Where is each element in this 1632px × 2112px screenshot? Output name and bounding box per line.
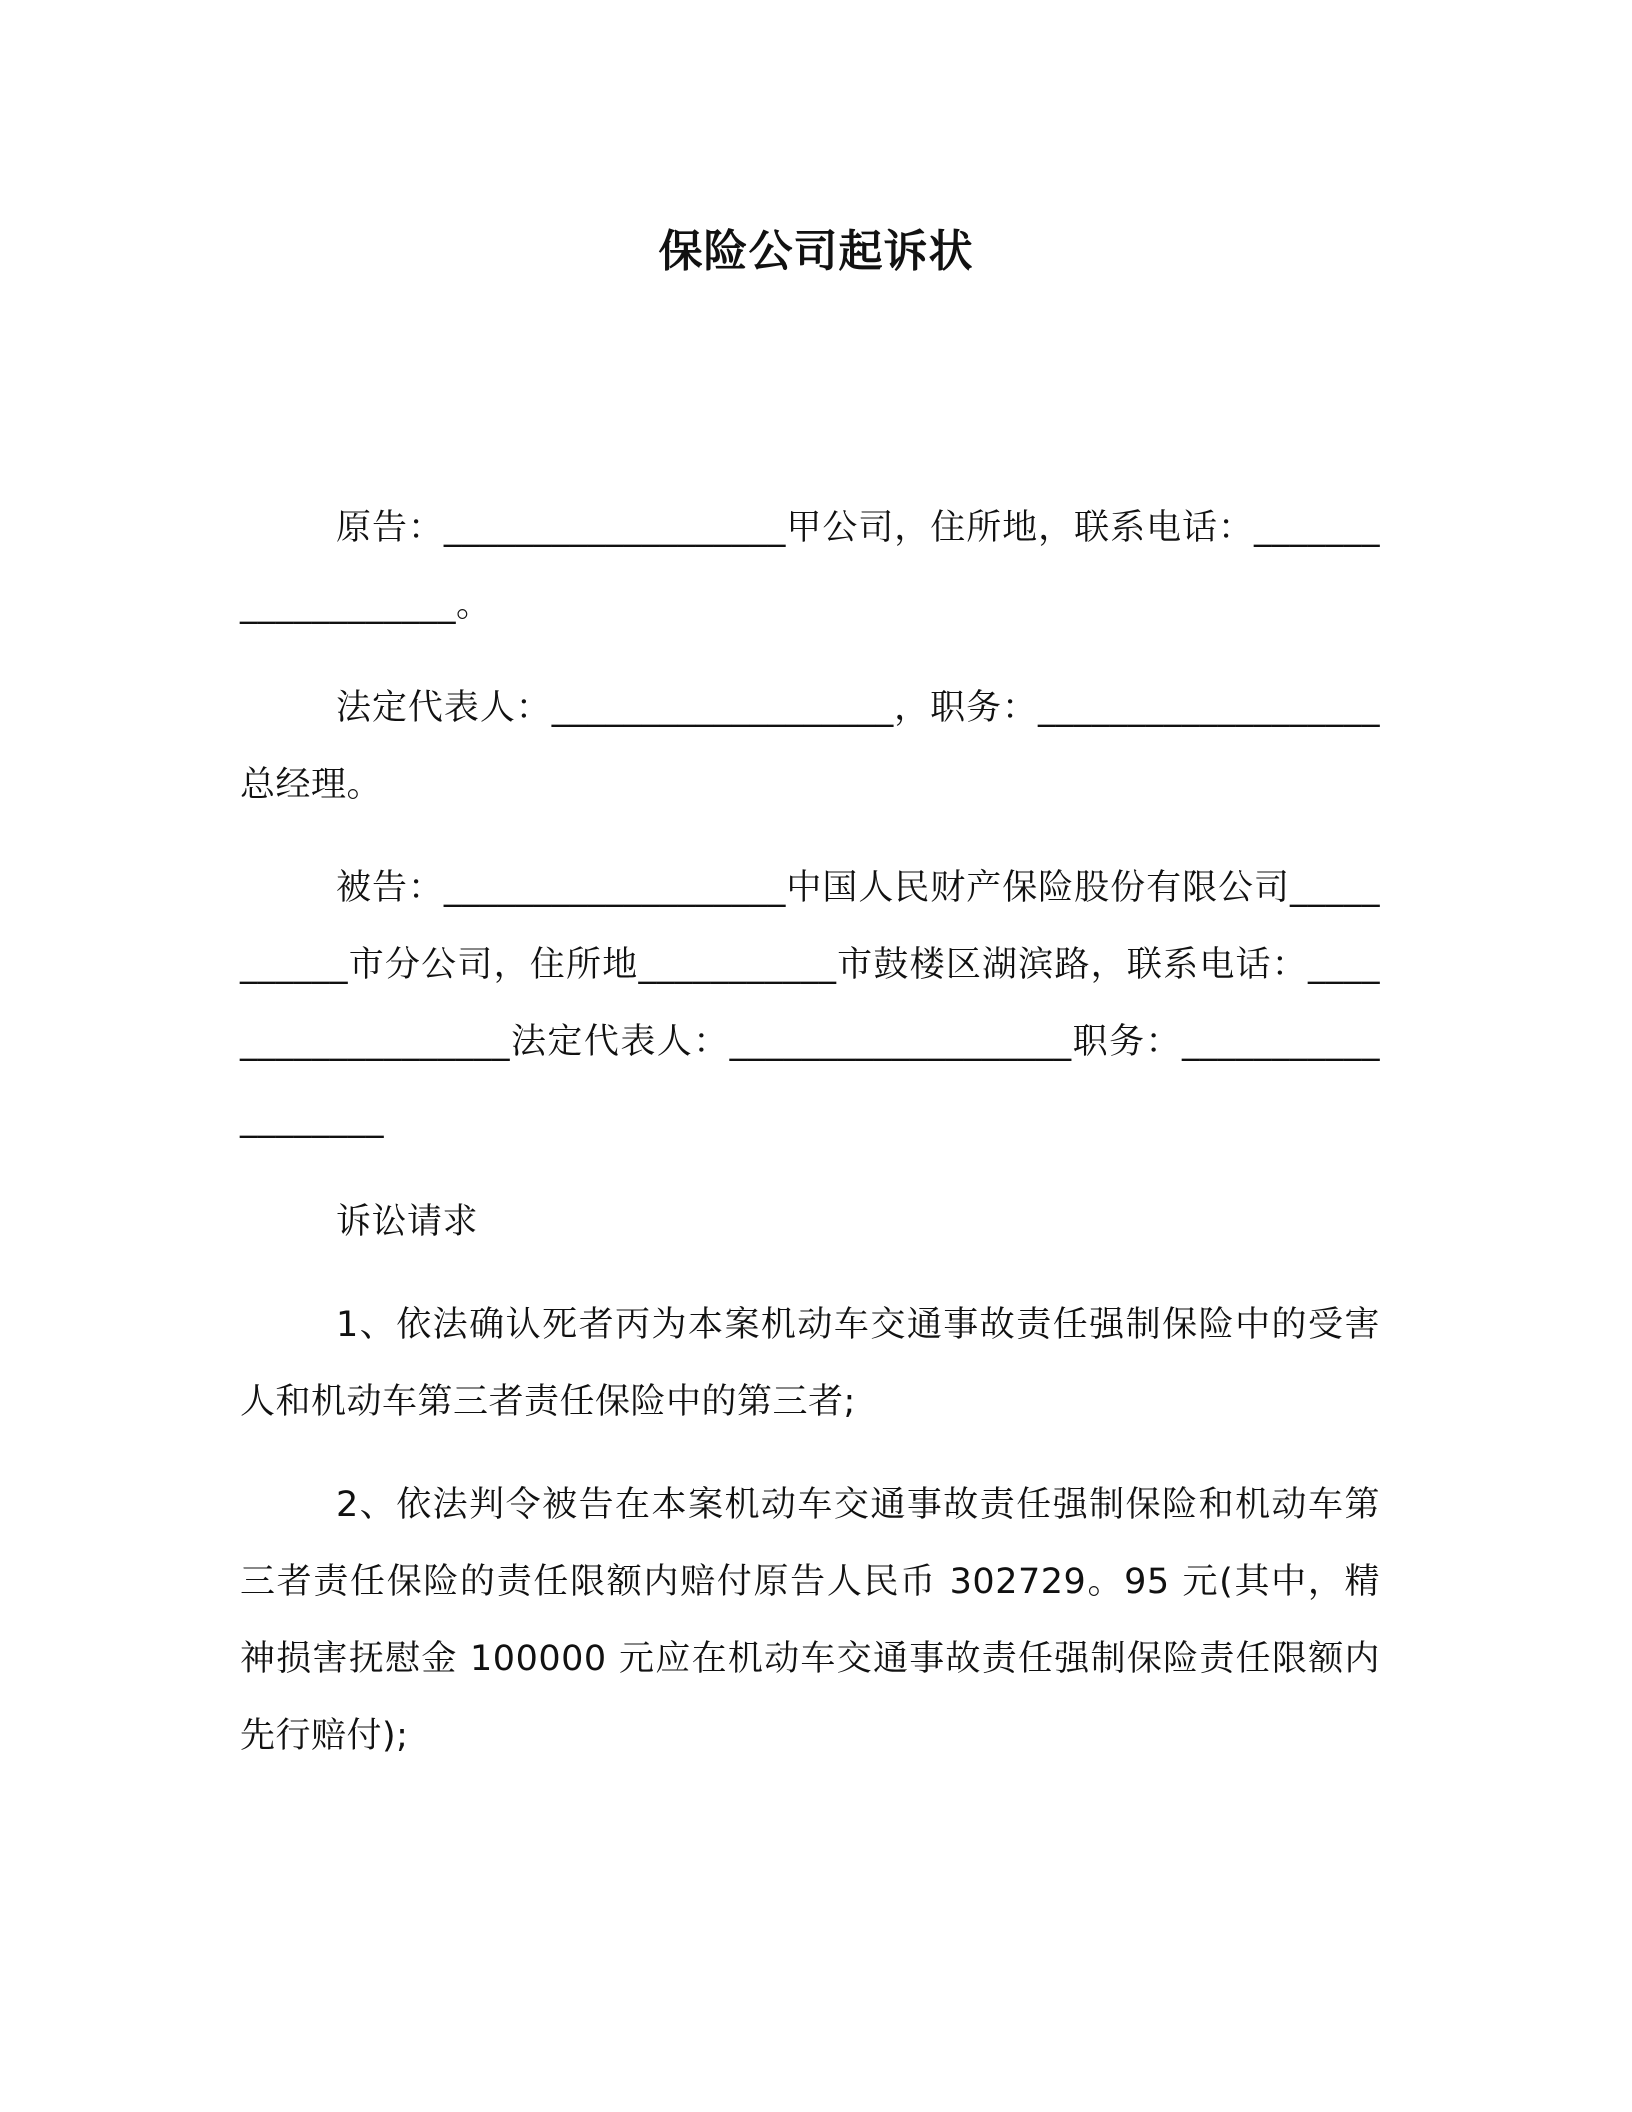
claim-item-2: 2、依法判令被告在本案机动车交通事故责任强制保险和机动车第三者责任保险的责任限额内赔付原告人民币 302729。95 元(其中，精神损害抚慰金 100000 元应在机动车交通事故责任强制保险责任限额内先行赔付); bbox=[240, 1485, 1380, 1756]
plaintiff-paragraph: 原告：___________________甲公司，住所地，联系电话：___________________。 bbox=[240, 508, 1380, 625]
document-body bbox=[240, 490, 1380, 1801]
defendant-paragraph: 被告：___________________中国人民财产保险股份有限公司___________市分公司，住所地___________市鼓楼区湖滨路，联系电话：___________________法定代表人：___________________职务：___________________ bbox=[240, 868, 1380, 1139]
claim-item-1: 1、依法确认死者丙为本案机动车交通事故责任强制保险中的受害人和机动车第三者责任保险中的第三者; bbox=[240, 1305, 1380, 1422]
legal-representative-paragraph: 法定代表人：___________________，职务：___________________总经理。 bbox=[240, 688, 1380, 805]
claims-heading: 诉讼请求 bbox=[336, 1202, 479, 1242]
document-title: 保险公司起诉状 bbox=[658, 226, 974, 277]
